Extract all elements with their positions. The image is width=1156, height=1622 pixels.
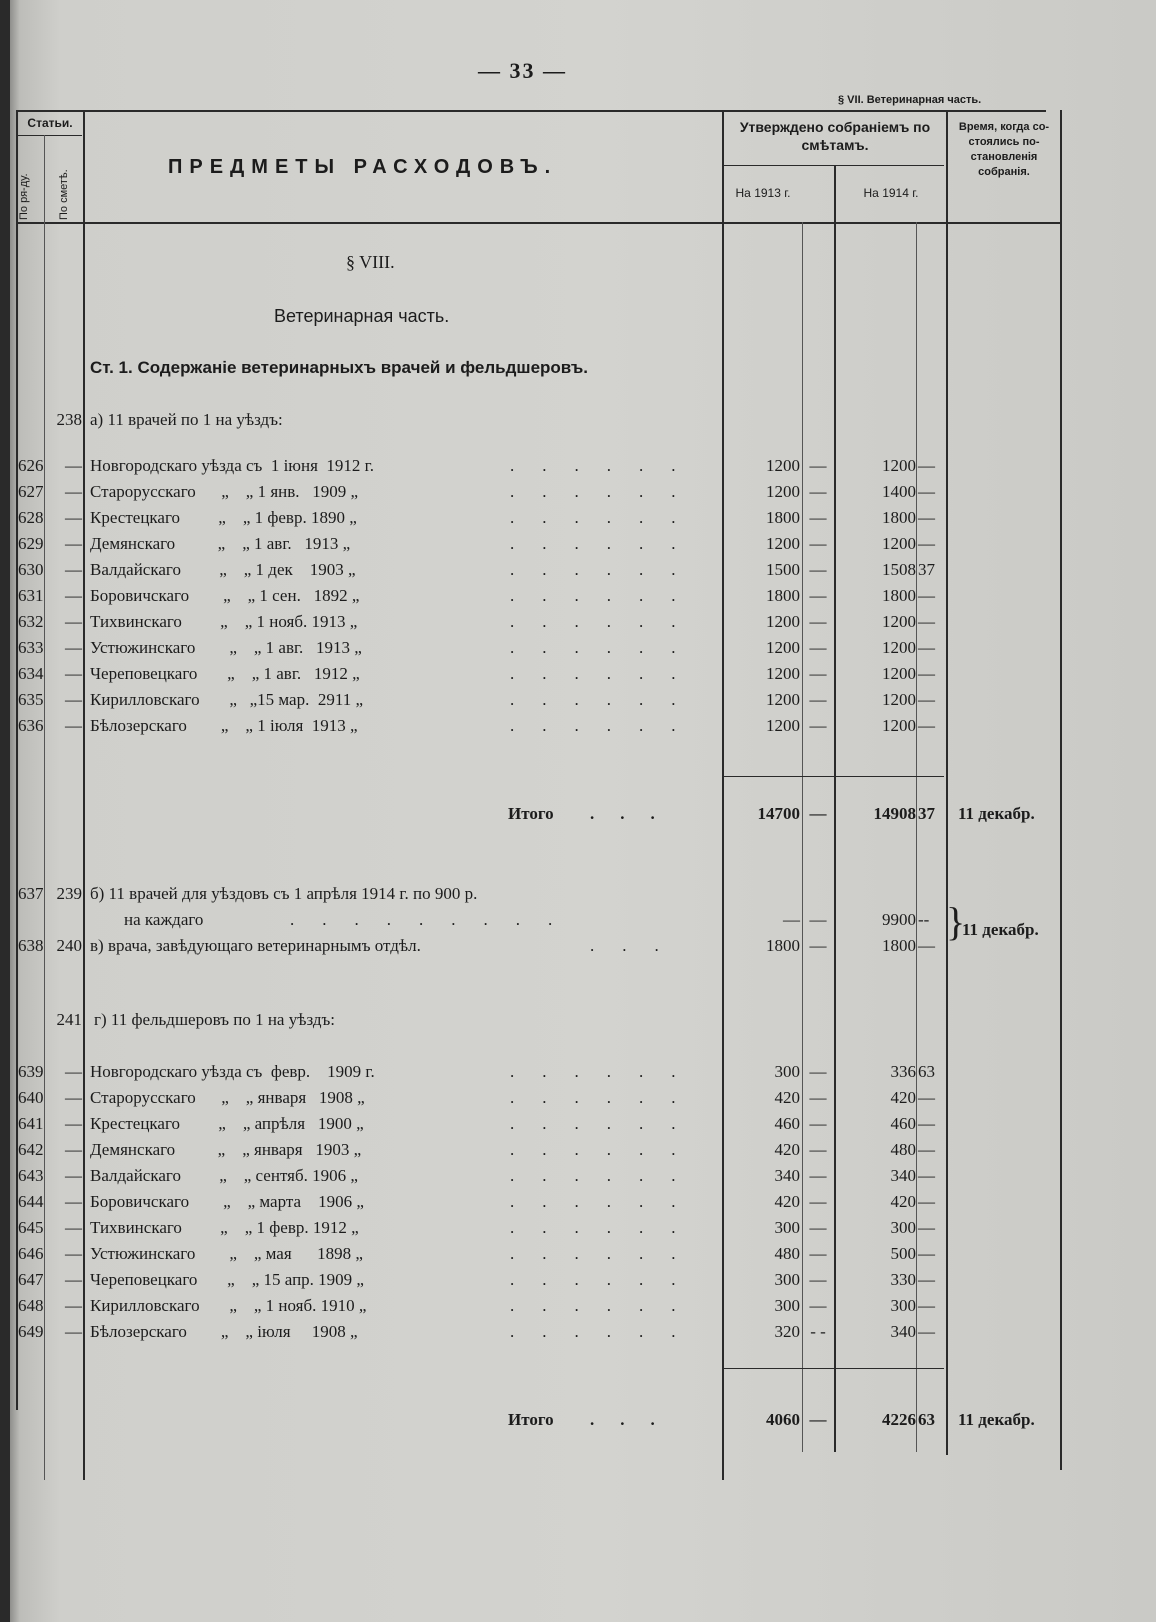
row-kopecks-1914: —: [918, 1166, 935, 1185]
total-a-1914: 14908: [873, 804, 916, 823]
page-number: — 33 —: [478, 58, 567, 83]
row-description: Крестецкаго „ „ апрѣля 1900 „: [90, 1114, 364, 1133]
row-amount-1914: 1400: [882, 482, 916, 501]
row-b-1914: 9900: [882, 910, 916, 929]
total-a-1913: 14700: [757, 804, 800, 823]
row-description: Тихвинскаго „ „ 1 февр. 1912 „: [90, 1218, 359, 1237]
article-heading: Ст. 1. Содержаніе ветеринарныхъ врачей и фельдшеровъ.: [90, 358, 588, 377]
row-dot-leader: ......: [510, 1192, 704, 1211]
table-row: [0, 1140, 1156, 1166]
row-kopecks-1913: —: [809, 1166, 827, 1185]
row-description: Старорусскаго „ „ января 1908 „: [90, 1088, 365, 1107]
row-kopecks-1914: —: [918, 716, 935, 735]
row-budget-number: —: [65, 1062, 82, 1081]
total-g-label: Итого: [508, 1410, 554, 1429]
row-description: Тихвинскаго „ „ 1 нояб. 1913 „: [90, 612, 358, 631]
row-amount-1914: 330: [890, 1270, 916, 1289]
row-budget-number: —: [65, 1322, 82, 1341]
total-a-row: [0, 804, 1156, 830]
row-order-number: 634: [18, 664, 44, 683]
row-kopecks-1914: —: [918, 1244, 935, 1263]
row-kopecks-1914: —: [918, 638, 935, 657]
row-kopecks-1914: —: [918, 508, 935, 527]
row-amount-1914: 420: [890, 1192, 916, 1211]
row-order-number: 636: [18, 716, 44, 735]
row-dot-leader: ......: [510, 1114, 704, 1133]
total-g-time: 11 декабр.: [958, 1410, 1035, 1429]
row-dot-leader: ......: [510, 612, 704, 631]
row-order-number: 646: [18, 1244, 44, 1263]
total-g-row: [0, 1410, 1156, 1436]
row-kopecks-1913: —: [809, 690, 827, 709]
row-order-number: 640: [18, 1088, 44, 1107]
row-kopecks-1913: —: [809, 1062, 827, 1081]
row-amount-1913: 1200: [766, 612, 800, 631]
row-v-1914: 1800: [882, 936, 916, 955]
header-year-1914: На 1914 г.: [863, 186, 919, 200]
row-b-1913: —: [783, 910, 800, 929]
table-row: [0, 1322, 1156, 1348]
row-amount-1914: 500: [890, 1244, 916, 1263]
row-amount-1913: 1200: [766, 716, 800, 735]
total-g-rule: [724, 1368, 944, 1369]
row-amount-1914: 336: [890, 1062, 916, 1081]
row-budget-number: —: [65, 1270, 82, 1289]
row-order-number: 631: [18, 586, 44, 605]
row-order-number: 647: [18, 1270, 44, 1289]
row-description: Устюжинскаго „ „ мая 1898 „: [90, 1244, 363, 1263]
row-amount-1913: 480: [774, 1244, 800, 1263]
row-order-number: 639: [18, 1062, 44, 1081]
row-dot-leader: ......: [510, 1218, 704, 1237]
row-dot-leader: ......: [510, 690, 704, 709]
row-amount-1913: 300: [774, 1296, 800, 1315]
row-dot-leader: ......: [510, 534, 704, 553]
section-reference: § VII. Ветеринарная часть.: [838, 94, 982, 106]
table-top-rule: [16, 110, 1046, 112]
table-row: [0, 716, 1156, 742]
row-v-1914-kop: —: [918, 936, 935, 955]
row-dot-leader: ......: [510, 1270, 704, 1289]
row-description: Боровичскаго „ „ марта 1906 „: [90, 1192, 364, 1211]
bv-brace: }: [946, 899, 966, 944]
row-order-number: 635: [18, 690, 44, 709]
row-budget-number: —: [65, 1192, 82, 1211]
row-b-ord: 637: [18, 884, 44, 903]
row-v-1913: 1800: [766, 936, 800, 955]
total-a-1914-kop: 37: [918, 804, 935, 823]
row-budget-number: —: [65, 638, 82, 657]
row-dot-leader: ......: [510, 1140, 704, 1159]
table-row: [0, 1296, 1156, 1322]
row-budget-number: —: [65, 482, 82, 501]
row-description: Демянскаго „ „ января 1903 „: [90, 1140, 362, 1159]
row-v-1913-kop: —: [809, 936, 827, 955]
row-amount-1914: 1200: [882, 456, 916, 475]
row-amount-1913: 1200: [766, 482, 800, 501]
group-a-heading: [0, 410, 1156, 436]
table-row: [0, 612, 1156, 638]
table-row: [0, 586, 1156, 612]
row-amount-1913: 420: [774, 1140, 800, 1159]
group-g-label: г) 11 фельдшеровъ по 1 на уѣздъ:: [94, 1010, 336, 1029]
header-po-smete: По сметѣ.: [58, 169, 70, 220]
header-year-1913: На 1913 г.: [735, 186, 791, 200]
row-dot-leader: ......: [510, 1088, 704, 1107]
row-amount-1914: 1200: [882, 690, 916, 709]
row-amount-1914: 1200: [882, 638, 916, 657]
row-amount-1913: 1200: [766, 456, 800, 475]
row-dot-leader: ......: [510, 586, 704, 605]
row-amount-1913: 1200: [766, 664, 800, 683]
row-amount-1914: 340: [890, 1166, 916, 1185]
row-amount-1914: 340: [890, 1322, 916, 1341]
header-po-ryadu: По ря-ду.: [18, 173, 30, 220]
row-b-name-cont: на каждаго: [124, 910, 204, 929]
row-kopecks-1914: —: [918, 482, 935, 501]
row-amount-1913: 460: [774, 1114, 800, 1133]
row-kopecks-1914: 63: [918, 1062, 935, 1081]
total-g-1913-kop: —: [809, 1410, 827, 1429]
row-description: Валдайскаго „ „ 1 дек 1903 „: [90, 560, 356, 579]
row-amount-1913: 300: [774, 1218, 800, 1237]
table-row: [0, 1244, 1156, 1270]
row-v-budget: 240: [56, 936, 82, 955]
table-row: [0, 1218, 1156, 1244]
row-b-name: б) 11 врачей для уѣздовъ съ 1 апрѣля 1914 г. по 900 р.: [90, 884, 478, 903]
row-kopecks-1914: —: [918, 1296, 935, 1315]
row-description: Боровичскаго „ „ 1 сен. 1892 „: [90, 586, 360, 605]
row-kopecks-1913: - -: [810, 1322, 826, 1341]
row-description: Бѣлозерскаго „ „ іюля 1908 „: [90, 1322, 358, 1341]
row-amount-1913: 300: [774, 1270, 800, 1289]
row-order-number: 632: [18, 612, 44, 631]
row-description: Кирилловскаго „ „15 мар. 2911 „: [90, 690, 364, 709]
stati-rule: [16, 135, 82, 136]
row-amount-1913: 320: [774, 1322, 800, 1341]
table-row: [0, 1088, 1156, 1114]
table-row: [0, 534, 1156, 560]
row-order-number: 629: [18, 534, 44, 553]
total-g-1913: 4060: [766, 1410, 800, 1429]
row-amount-1913: 300: [774, 1062, 800, 1081]
row-kopecks-1913: —: [809, 716, 827, 735]
row-description: Устюжинскаго „ „ 1 авг. 1913 „: [90, 638, 362, 657]
table-row: [0, 482, 1156, 508]
row-amount-1914: 300: [890, 1296, 916, 1315]
row-v-dots: ...: [590, 936, 687, 955]
row-amount-1913: 1800: [766, 508, 800, 527]
header-stati: Статьи.: [27, 116, 73, 130]
row-b-1913-kop: —: [809, 910, 827, 929]
row-kopecks-1914: —: [918, 586, 935, 605]
row-description: Крестецкаго „ „ 1 февр. 1890 „: [90, 508, 357, 527]
table-row: [0, 1114, 1156, 1140]
table-row: [0, 456, 1156, 482]
table-row: [0, 1270, 1156, 1296]
row-amount-1913: 1200: [766, 534, 800, 553]
row-order-number: 644: [18, 1192, 44, 1211]
row-order-number: 628: [18, 508, 44, 527]
total-g-1914-kop: 63: [918, 1410, 935, 1429]
row-description: Новгородскаго уѣзда съ февр. 1909 г.: [90, 1062, 375, 1081]
row-kopecks-1914: —: [918, 1088, 935, 1107]
row-dot-leader: ......: [510, 508, 704, 527]
row-budget-number: —: [65, 560, 82, 579]
row-dot-leader: ......: [510, 1244, 704, 1263]
header-time: Время, когда со-стоялись по-становленія собранія.: [958, 121, 1050, 178]
row-kopecks-1914: —: [918, 1192, 935, 1211]
row-b: [0, 884, 1156, 910]
row-kopecks-1913: —: [809, 1088, 827, 1107]
row-kopecks-1914: —: [918, 1140, 935, 1159]
row-kopecks-1913: —: [809, 456, 827, 475]
row-budget-number: —: [65, 664, 82, 683]
row-order-number: 630: [18, 560, 44, 579]
table-row: [0, 1166, 1156, 1192]
row-amount-1914: 460: [890, 1114, 916, 1133]
row-description: Череповецкаго „ „ 15 апр. 1909 „: [90, 1270, 364, 1289]
row-dot-leader: ......: [510, 664, 704, 683]
row-budget-number: —: [65, 586, 82, 605]
table-row: [0, 1062, 1156, 1088]
row-budget-number: —: [65, 1140, 82, 1159]
table-row: [0, 690, 1156, 716]
row-budget-number: —: [65, 1296, 82, 1315]
row-amount-1914: 1200: [882, 534, 916, 553]
row-b-1914-kop: --: [918, 910, 930, 929]
table-row: [0, 560, 1156, 586]
row-kopecks-1913: —: [809, 534, 827, 553]
row-kopecks-1913: —: [809, 482, 827, 501]
row-order-number: 641: [18, 1114, 44, 1133]
row-description: Кирилловскаго „ „ 1 нояб. 1910 „: [90, 1296, 367, 1315]
row-description: Демянскаго „ „ 1 авг. 1913 „: [90, 534, 351, 553]
row-kopecks-1914: 37: [918, 560, 935, 579]
row-amount-1913: 340: [774, 1166, 800, 1185]
row-description: Старорусскаго „ „ 1 янв. 1909 „: [90, 482, 359, 501]
row-amount-1914: 1200: [882, 716, 916, 735]
row-kopecks-1914: —: [918, 1218, 935, 1237]
row-budget-number: —: [65, 456, 82, 475]
group-g-heading: [0, 1010, 1156, 1036]
table-row: [0, 508, 1156, 534]
row-kopecks-1913: —: [809, 1218, 827, 1237]
row-amount-1914: 420: [890, 1088, 916, 1107]
row-kopecks-1913: —: [809, 1296, 827, 1315]
row-dot-leader: ......: [510, 1166, 704, 1185]
row-kopecks-1914: —: [918, 1322, 935, 1341]
section-number: § VIII.: [346, 252, 395, 272]
row-amount-1914: 1508: [882, 560, 916, 579]
row-budget-number: —: [65, 534, 82, 553]
row-budget-number: —: [65, 716, 82, 735]
row-amount-1913: 1200: [766, 638, 800, 657]
row-order-number: 627: [18, 482, 44, 501]
row-amount-1913: 1200: [766, 690, 800, 709]
table-title: ПРЕДМЕТЫ РАСХОДОВЪ.: [168, 156, 558, 178]
row-amount-1913: 1800: [766, 586, 800, 605]
row-b-budget: 239: [56, 884, 82, 903]
row-kopecks-1913: —: [809, 560, 827, 579]
total-a-dots: ...: [590, 804, 681, 823]
row-budget-number: —: [65, 1114, 82, 1133]
row-description: Череповецкаго „ „ 1 авг. 1912 „: [90, 664, 360, 683]
row-kopecks-1913: —: [809, 1140, 827, 1159]
total-a-1913-kop: —: [809, 804, 827, 823]
table-row: [0, 638, 1156, 664]
row-kopecks-1913: —: [809, 612, 827, 631]
group-a-label: а) 11 врачей по 1 на уѣздъ:: [90, 410, 283, 429]
row-budget-number: —: [65, 1218, 82, 1237]
row-kopecks-1913: —: [809, 664, 827, 683]
row-dot-leader: ......: [510, 482, 704, 501]
row-b-dots: .........: [290, 910, 581, 929]
row-description: Валдайскаго „ „ сентяб. 1906 „: [90, 1166, 358, 1185]
row-kopecks-1914: —: [918, 1270, 935, 1289]
row-amount-1913: 1500: [766, 560, 800, 579]
row-dot-leader: ......: [510, 560, 704, 579]
row-kopecks-1913: —: [809, 586, 827, 605]
row-amount-1914: 480: [890, 1140, 916, 1159]
row-amount-1913: 420: [774, 1088, 800, 1107]
row-order-number: 642: [18, 1140, 44, 1159]
row-dot-leader: ......: [510, 638, 704, 657]
header-bottom-rule: [16, 222, 1062, 224]
row-amount-1914: 300: [890, 1218, 916, 1237]
table-row: [0, 1192, 1156, 1218]
row-amount-1914: 1800: [882, 586, 916, 605]
row-order-number: 649: [18, 1322, 44, 1341]
row-budget-number: —: [65, 1166, 82, 1185]
row-kopecks-1914: —: [918, 690, 935, 709]
row-amount-1913: 420: [774, 1192, 800, 1211]
row-budget-number: —: [65, 612, 82, 631]
row-budget-number: —: [65, 1244, 82, 1263]
section-name: Ветеринарная часть.: [274, 306, 450, 326]
row-kopecks-1913: —: [809, 638, 827, 657]
row-dot-leader: ......: [510, 1062, 704, 1081]
row-v-ord: 638: [18, 936, 44, 955]
group-a-budget-number: 238: [56, 410, 82, 429]
row-dot-leader: ......: [510, 1296, 704, 1315]
row-dot-leader: ......: [510, 716, 704, 735]
total-a-time: 11 декабр.: [958, 804, 1035, 823]
row-kopecks-1913: —: [809, 1270, 827, 1289]
row-amount-1914: 1800: [882, 508, 916, 527]
row-description: Бѣлозерскаго „ „ 1 іюля 1913 „: [90, 716, 358, 735]
row-kopecks-1914: —: [918, 456, 935, 475]
total-a-rule: [724, 776, 944, 777]
row-amount-1914: 1200: [882, 664, 916, 683]
total-g-1914: 4226: [882, 1410, 916, 1429]
row-v-name: в) врача, завѣдующаго ветеринарнымъ отдѣл.: [90, 936, 421, 955]
row-budget-number: —: [65, 508, 82, 527]
row-description: Новгородскаго уѣзда съ 1 іюня 1912 г.: [90, 456, 374, 475]
bv-time: 11 декабр.: [962, 920, 1039, 939]
row-budget-number: —: [65, 1088, 82, 1107]
row-order-number: 645: [18, 1218, 44, 1237]
row-amount-1914: 1200: [882, 612, 916, 631]
row-kopecks-1913: —: [809, 1192, 827, 1211]
row-order-number: 643: [18, 1166, 44, 1185]
header-approved: Утверждено собраніемъ по смѣтамъ.: [739, 119, 931, 153]
row-order-number: 648: [18, 1296, 44, 1315]
row-kopecks-1914: —: [918, 534, 935, 553]
row-kopecks-1914: —: [918, 612, 935, 631]
total-a-label: Итого: [508, 804, 554, 823]
row-kopecks-1913: —: [809, 508, 827, 527]
row-dot-leader: ......: [510, 1322, 704, 1341]
row-kopecks-1914: —: [918, 1114, 935, 1133]
table-row: [0, 664, 1156, 690]
group-g-budget-number: 241: [56, 1010, 82, 1029]
row-kopecks-1913: —: [809, 1114, 827, 1133]
row-kopecks-1914: —: [918, 664, 935, 683]
row-order-number: 633: [18, 638, 44, 657]
total-g-dots: ...: [590, 1410, 681, 1429]
row-budget-number: —: [65, 690, 82, 709]
row-kopecks-1913: —: [809, 1244, 827, 1263]
row-dot-leader: ......: [510, 456, 704, 475]
row-order-number: 626: [18, 456, 44, 475]
